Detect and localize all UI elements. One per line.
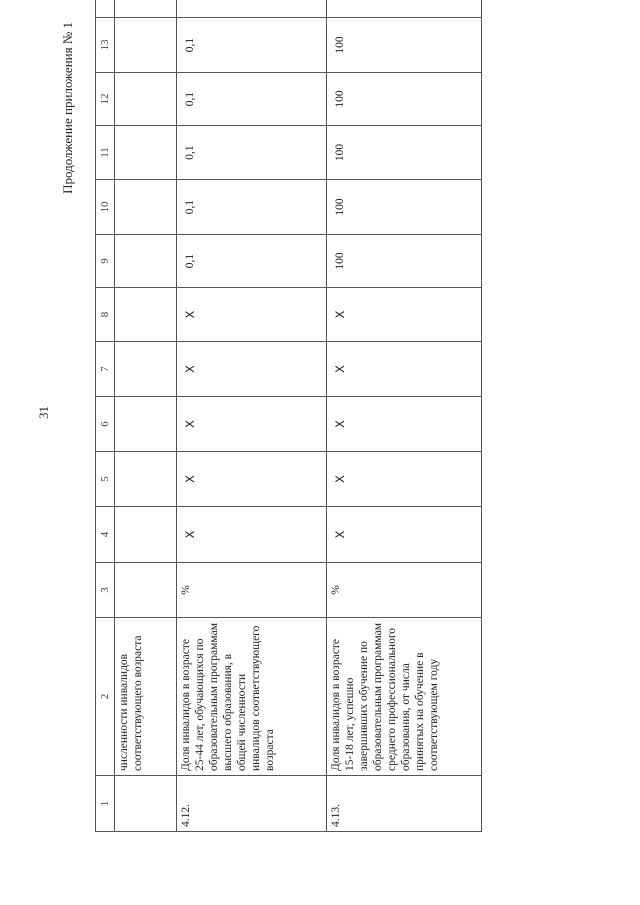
unit-cell: % [177,563,327,618]
column-header: 9 [96,235,115,288]
column-header: 12 [96,73,115,126]
column-header: 7 [96,342,115,397]
row-number: 4.13. [327,776,482,832]
value-cell [115,126,177,180]
value-cell: 100 [327,180,482,235]
value-cell: X [327,288,482,342]
value-cell: X [327,452,482,507]
value-cell [115,18,177,73]
column-header: 2 [96,618,115,776]
column-header: 6 [96,397,115,452]
value-cell: X [327,397,482,452]
value-cell: 100 [327,235,482,288]
value-cell: X [177,507,327,563]
value-cell: 0,1 [177,18,327,73]
unit-cell: % [327,563,482,618]
row-number [115,776,177,832]
table-row [177,0,327,832]
value-cell: X [327,342,482,397]
unit-cell [115,563,177,618]
column-header: 10 [96,180,115,235]
row-number: 4.12. [177,776,327,832]
value-cell [115,452,177,507]
column-header: 8 [96,288,115,342]
column-header: 5 [96,452,115,507]
column-header: 1 [96,776,115,832]
value-cell [115,507,177,563]
value-cell: 0,1 [177,180,327,235]
value-cell: 100 [327,73,482,126]
table-row [327,0,482,832]
value-cell: 100 [327,126,482,180]
value-cell [115,235,177,288]
value-cell: 0,1 [177,73,327,126]
value-cell: 0,1 [177,235,327,288]
table-row [115,0,177,832]
continuation-note: Продолжение приложения № 1 [60,22,75,194]
column-header [96,0,115,18]
value-cell: X [177,397,327,452]
column-number-row [96,0,115,832]
value-cell [115,180,177,235]
value-cell [115,0,177,18]
indicator-name: Доля инвалидов в возрасте 25-44 лет, обучающихся по образовательным программам высшего образования, в общей численности инвалидов соответствующего возраста [177,618,327,776]
value-cell [115,397,177,452]
value-cell: X [327,507,482,563]
indicators-table [95,0,482,832]
value-cell: X [177,452,327,507]
value-cell [115,288,177,342]
value-cell [115,73,177,126]
value-cell: 0,1 [177,126,327,180]
indicator-name: численности инвалидов соответствующего возраста [115,618,177,776]
value-cell [115,342,177,397]
column-header: 4 [96,507,115,563]
column-header: 3 [96,563,115,618]
value-cell [177,0,327,18]
column-header: 11 [96,126,115,180]
column-header: 13 [96,18,115,73]
value-cell: X [177,342,327,397]
page-number: 31 [36,406,51,419]
value-cell [327,0,482,18]
indicator-name: Доля инвалидов в возрасте 15-18 лет, успешно завершивших обучение по образовательным программам среднего профессионального образования, от числа принятых на обучение в соответствующем году [327,618,482,776]
value-cell: X [177,288,327,342]
value-cell: 100 [327,18,482,73]
